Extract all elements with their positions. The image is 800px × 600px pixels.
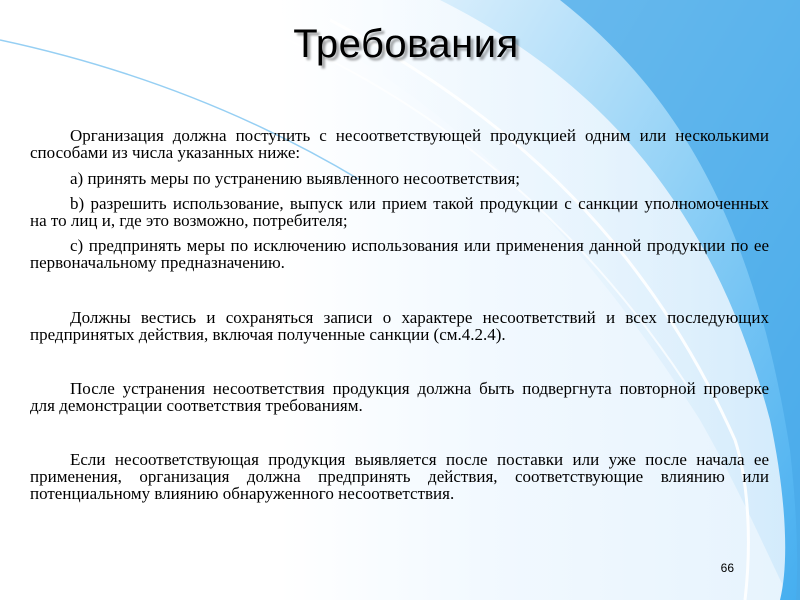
paragraph-records: Должны вестись и сохраняться записи о характере несоответствий и всех последующих предпринятых действия, включая полученные санкции (см.4.2.4). — [30, 308, 769, 344]
slide-body — [30, 127, 769, 502]
paragraph-intro: Организация должна поступить с несоответствующей продукцией одним или несколькими способами из числа указанных ниже: — [30, 126, 769, 162]
page-number: 66 — [720, 561, 734, 575]
paragraph-after-delivery: Если несоответствующая продукция выявляется после поставки или уже после начала ее применения, организация должна предпринять действия, соответствующие влиянию или потенциальному влиянию обнаруженного несоответствия. — [30, 450, 769, 503]
paragraph-reverification: После устранения несоответствия продукция должна быть подвергнута повторной проверке для демонстрации соответствия требованиям. — [30, 379, 769, 415]
list-item-b: b) разрешить использование, выпуск или прием такой продукции с санкции уполномоченных на то лиц и, где это возможно, потребителя; — [30, 194, 769, 230]
list-item-a: a) принять меры по устранению выявленного несоответствия; — [70, 169, 521, 188]
slide-title: Требования — [293, 22, 519, 66]
list-item-c: c) предпринять меры по исключению использования или применения данной продукции по ее первоначальному предназначению. — [30, 236, 769, 272]
